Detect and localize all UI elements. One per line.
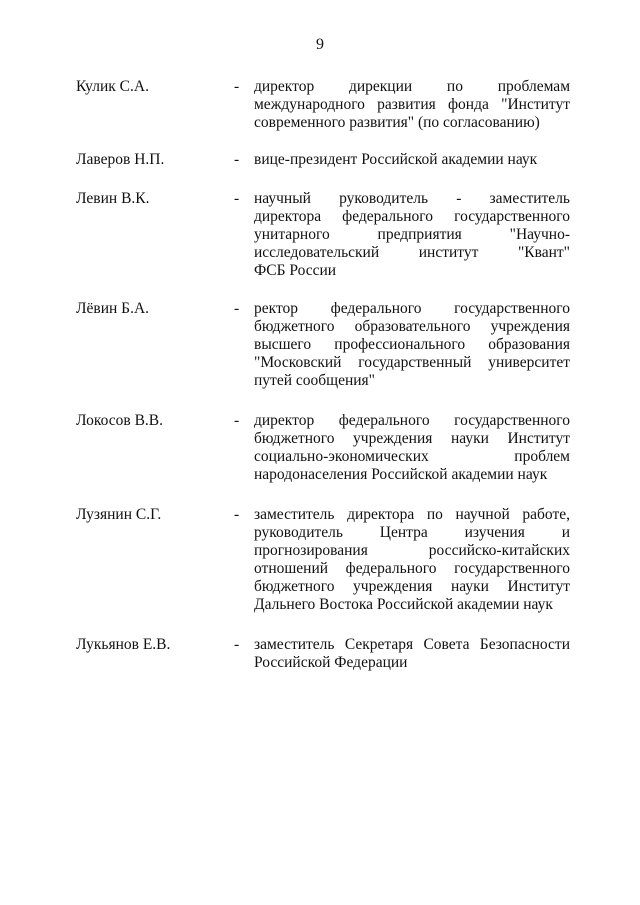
description-line: прогнозирования российско-китайских: [254, 542, 570, 559]
description-line: бюджетного учреждения науки Институт: [254, 578, 570, 595]
description-line: директора федерального государственного: [254, 208, 570, 225]
description-line: "Московский государственный университет: [254, 354, 570, 371]
position-description: [254, 151, 570, 169]
description-line: директор дирекции по проблемам: [254, 78, 570, 95]
position-description: [254, 412, 570, 484]
position-description: [254, 78, 570, 132]
description-line: заместитель Секретаря Совета Безопасности: [254, 636, 570, 653]
description-line: социально-экономических проблем: [254, 448, 570, 465]
person-name: Кулик С.А.: [76, 78, 149, 95]
description-line: ФСБ России: [254, 262, 337, 279]
person-name: Локосов В.В.: [76, 412, 164, 429]
description-line: директор федерального государственного: [254, 412, 570, 429]
description-line: бюджетного учреждения науки Институт: [254, 430, 570, 447]
description-line: руководитель Центра изучения и: [254, 524, 570, 541]
description-line: исследовательский институт "Квант": [254, 244, 570, 261]
description-line: высшего профессионального образования: [254, 336, 570, 353]
description-line: заместитель директора по научной работе,: [254, 506, 570, 523]
page-number: 9: [316, 36, 324, 53]
position-description: [254, 506, 570, 614]
dash-separator: -: [234, 300, 240, 317]
description-line: ректор федерального государственного: [254, 300, 570, 317]
description-line: бюджетного образовательного учреждения: [254, 318, 570, 335]
position-description: [254, 190, 570, 280]
dash-separator: -: [234, 78, 240, 95]
position-description: [254, 300, 570, 390]
description-line: отношений федерального государственного: [254, 560, 570, 577]
person-name: Лукьянов Е.В.: [76, 636, 171, 653]
description-line: вице-президент Российской академии наук: [254, 151, 538, 168]
dash-separator: -: [234, 636, 240, 653]
dash-separator: -: [234, 151, 240, 168]
description-line: народонаселения Российской академии наук: [254, 466, 548, 483]
description-line: путей сообщения": [254, 372, 375, 389]
dash-separator: -: [234, 190, 240, 207]
position-description: [254, 636, 570, 672]
person-name: Лаверов Н.П.: [76, 151, 165, 168]
person-name: Лузянин С.Г.: [76, 506, 162, 523]
description-line: Дальнего Востока Российской академии наук: [254, 596, 553, 613]
dash-separator: -: [234, 506, 240, 523]
person-name: Левин В.К.: [76, 190, 150, 207]
description-line: научный руководитель - заместитель: [254, 190, 570, 207]
person-name: Лёвин Б.А.: [76, 300, 150, 317]
description-line: международного развития фонда "Институт: [254, 96, 570, 113]
description-line: унитарного предприятия "Научно-: [254, 226, 570, 243]
description-line: современного развития" (по согласованию): [254, 114, 540, 131]
dash-separator: -: [234, 412, 240, 429]
description-line: Российской Федерации: [254, 654, 408, 671]
